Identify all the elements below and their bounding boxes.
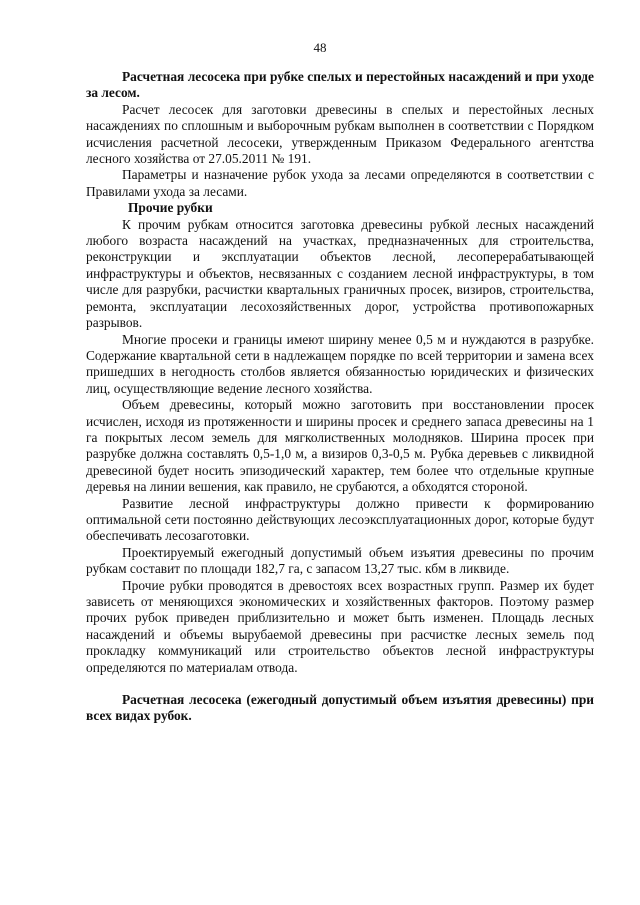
paragraph: К прочим рубкам относится заготовка древесины рубкой лесных насаждений любого возраста насаждений на участках, предназначенных для строительства, реконструкции и эксплуатации объектов лесной, лесоперерабатывающей инфраструктуры и объектов, несвязанных с созданием лесной инфраструктуры, в том числе для разрубки, расчистки квартальных граничных просек, визиров, строительства, ремонта, эксплуатации лесохозяйственных дорог, устройства противопожарных разрывов.: [86, 216, 594, 331]
paragraph: Прочие рубки проводятся в древостоях всех возрастных групп. Размер их будет зависеть от меняющихся экономических и хозяйственных факторов. Поэтому размер прочих рубок приведен приблизительно и может быть изменен. Площадь лесных насаждений и объемы вырубаемой древесины при расчистке лесных земель под прокладку коммуникаций или строительство объектов лесной инфраструктуры определяются по материалам отвода.: [86, 577, 594, 675]
page-number: 48: [313, 40, 327, 55]
section-title-other-fellings: Прочие рубки: [128, 200, 213, 216]
paragraph: Проектируемый ежегодный допустимый объем изъятия древесины по прочим рубкам составит по площади 182,7 га, с запасом 13,27 тыс. кбм в ликвиде.: [86, 544, 594, 577]
paragraph: Многие просеки и границы имеют ширину менее 0,5 м и нуждаются в разрубке. Содержание квартальной сети в надлежащем порядке по всей территории и замена всех пришедших в негодность столбов является обязанностью юридических и физических лиц, осуществляющие ведение лесного хозяйства.: [86, 331, 594, 396]
paragraph: Расчет лесосек для заготовки древесины в спелых и перестойных лесных насаждениях по сплошным и выборочным рубкам выполнен в соответствии с Порядком исчисления расчетной лесосеки, утвержденным Приказом Федерального агентства лесного хозяйства от 27.05.2011 № 191.: [86, 101, 594, 167]
page-content: [86, 69, 594, 725]
paragraph: Параметры и назначение рубок ухода за лесами определяются в соответствии с Правилами ухода за лесами.: [86, 167, 594, 199]
paragraph: Развитие лесной инфраструктуры должно привести к формированию оптимальной сети постоянно действующих лесоэксплуатационных дорог, которые будут обеспечивать лесозаготовки.: [86, 495, 594, 544]
section-title-total-allowable-cut: Расчетная лесосека (ежегодный допустимый объем изъятия древесины) при всех видах рубок.: [86, 692, 594, 724]
section-title-allowable-cut: Расчетная лесосека при рубке спелых и перестойных насаждений и при уходе за лесом.: [86, 69, 594, 101]
paragraph: Объем древесины, который можно заготовить при восстановлении просек исчислен, исходя из протяженности и ширины просек и среднего запаса древесины на 1 га покрытых лесом земель для мягколиственных молодняков. Ширина просек при разрубке должна составлять 0,5-1,0 м, а визиров 0,3-0,5 м. Рубка деревьев с ликвидной древесиной будет носить эпизодический характер, тем более что отдельные крупные деревья на линии вешения, как правило, не срубаются, а обходятся стороной.: [86, 397, 594, 495]
